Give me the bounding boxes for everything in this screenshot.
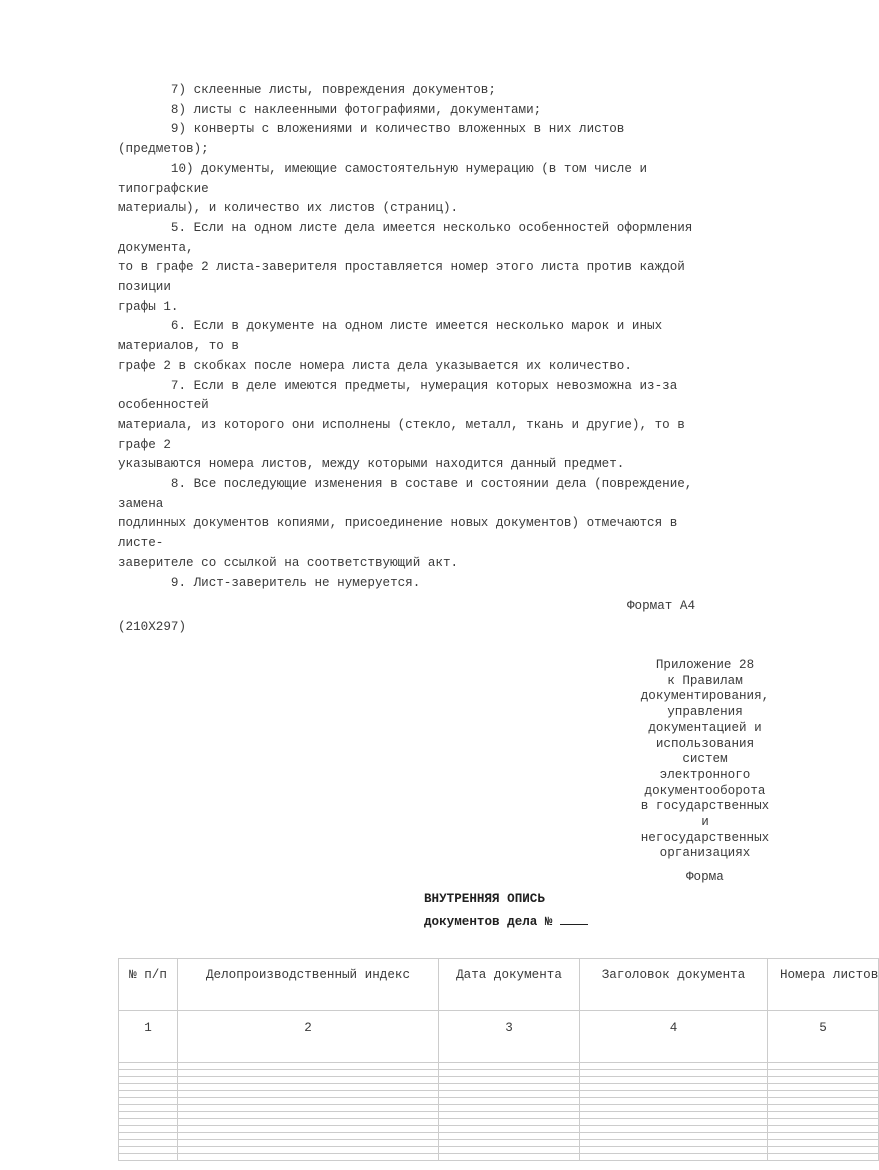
table-cell xyxy=(768,1133,879,1140)
table-cell xyxy=(439,1084,580,1091)
table-cell xyxy=(580,1063,768,1070)
form-label: Форма xyxy=(686,870,724,884)
table-cell xyxy=(178,1119,439,1126)
appendix-line: документооборота xyxy=(644,783,766,798)
table-cell xyxy=(768,1070,879,1077)
table-cell xyxy=(580,1091,768,1098)
table-cell xyxy=(580,1084,768,1091)
table-row xyxy=(119,1105,879,1112)
table-cell xyxy=(439,1126,580,1133)
table-cell xyxy=(439,1140,580,1147)
table-cell xyxy=(580,1140,768,1147)
table-cell xyxy=(178,1070,439,1077)
body-text-line: 9) конверты с вложениями и количество вложенных в них листов xyxy=(118,122,625,136)
table-cell xyxy=(119,1126,178,1133)
appendix-line: к Правилам xyxy=(667,673,743,688)
appendix-line: и xyxy=(701,815,709,830)
table-cell xyxy=(580,1077,768,1084)
table-row xyxy=(119,1077,879,1084)
table-cell xyxy=(580,1126,768,1133)
body-text-line: 6. Если в документе на одном листе имеется несколько марок и иных xyxy=(118,319,663,333)
header-cell-date: Дата документа xyxy=(439,959,580,1011)
table-cell xyxy=(119,1119,178,1126)
table-row xyxy=(119,1063,879,1070)
table-cell xyxy=(439,1070,580,1077)
table-row xyxy=(119,1070,879,1077)
body-text-line: указываются номера листов, между которыми находится данный предмет. xyxy=(118,457,625,471)
table-cell xyxy=(119,1147,178,1154)
format-label: Формат А4 xyxy=(627,599,696,613)
appendix-line: систем xyxy=(682,752,728,767)
body-text-line: 9. Лист-заверитель не нумеруется. xyxy=(118,576,421,590)
table-cell xyxy=(768,1154,879,1161)
table-cell xyxy=(178,1140,439,1147)
table-cell xyxy=(439,1063,580,1070)
column-number-cell: 1 xyxy=(119,1011,178,1063)
table-cell xyxy=(119,1154,178,1161)
table-cell xyxy=(580,1133,768,1140)
column-number-cell: 3 xyxy=(439,1011,580,1063)
table-cell xyxy=(768,1098,879,1105)
body-text-line: графы 1. xyxy=(118,300,179,314)
table-cell xyxy=(768,1140,879,1147)
body-text-line: замена xyxy=(118,497,164,511)
header-cell-sheets: Номера листов xyxy=(768,959,879,1011)
table-cell xyxy=(580,1112,768,1119)
table-cell xyxy=(119,1070,178,1077)
table-cell xyxy=(439,1133,580,1140)
appendix-line: использования xyxy=(655,736,755,751)
body-text-line: подлинных документов копиями, присоединение новых документов) отмечаются в xyxy=(118,516,678,530)
table-cell xyxy=(580,1154,768,1161)
body-text-line: документа, xyxy=(118,241,194,255)
body-text-line: заверителе со ссылкой на соответствующий акт. xyxy=(118,556,459,570)
inventory-table-wrapper xyxy=(118,958,879,1148)
table-cell xyxy=(580,1119,768,1126)
table-cell xyxy=(439,1077,580,1084)
table-cell xyxy=(119,1098,178,1105)
table-cell xyxy=(439,1119,580,1126)
table-cell xyxy=(119,1084,178,1091)
column-number-cell: 4 xyxy=(580,1011,768,1063)
table-cell xyxy=(580,1070,768,1077)
table-cell xyxy=(439,1112,580,1119)
table-cell xyxy=(178,1084,439,1091)
table-cell xyxy=(119,1063,178,1070)
table-cell xyxy=(178,1154,439,1161)
appendix-line: в государственных xyxy=(640,799,770,814)
table-cell xyxy=(178,1133,439,1140)
table-cell xyxy=(178,1126,439,1133)
table-cell xyxy=(768,1147,879,1154)
inventory-title: ВНУТРЕННЯЯ ОПИСЬ xyxy=(424,892,545,906)
inventory-subtitle xyxy=(424,913,588,929)
table-cell xyxy=(119,1112,178,1119)
table-cell xyxy=(768,1119,879,1126)
appendix-line: документацией и xyxy=(648,720,762,735)
table-row xyxy=(119,1091,879,1098)
body-text-line: то в графе 2 листа-заверителя проставляется номер этого листа против каждой xyxy=(118,260,685,274)
table-cell xyxy=(439,1154,580,1161)
header-cell-number: № п/п xyxy=(119,959,178,1011)
appendix-line: электронного xyxy=(659,767,751,782)
table-row xyxy=(119,1112,879,1119)
table-cell xyxy=(178,1077,439,1084)
body-text-line: материала, из которого они исполнены (стекло, металл, ткань и другие), то в xyxy=(118,418,685,432)
table-row xyxy=(119,1119,879,1126)
table-row xyxy=(119,1140,879,1147)
table-row xyxy=(119,1133,879,1140)
appendix-line: документирования, xyxy=(640,689,770,704)
appendix-line: управления xyxy=(667,705,743,720)
table-cell xyxy=(119,1105,178,1112)
header-cell-index: Делопроизводственный индекс xyxy=(178,959,439,1011)
table-cell xyxy=(439,1098,580,1105)
table-cell xyxy=(768,1112,879,1119)
column-number-row xyxy=(119,1011,879,1063)
table-cell xyxy=(178,1098,439,1105)
table-cell xyxy=(768,1091,879,1098)
table-cell xyxy=(178,1091,439,1098)
table-cell xyxy=(439,1105,580,1112)
column-number-cell: 5 xyxy=(768,1011,879,1063)
body-text-line: особенностей xyxy=(118,398,209,412)
table-cell xyxy=(119,1140,178,1147)
body-text-line: графе 2 xyxy=(118,438,171,452)
table-row xyxy=(119,1154,879,1161)
table-cell xyxy=(119,1077,178,1084)
table-cell xyxy=(178,1147,439,1154)
table-row xyxy=(119,1084,879,1091)
table-header-row xyxy=(119,959,879,1011)
table-cell xyxy=(768,1077,879,1084)
table-cell xyxy=(580,1147,768,1154)
body-text-line: листе- xyxy=(118,536,164,550)
table-cell xyxy=(580,1105,768,1112)
appendix-line: Приложение 28 xyxy=(655,658,755,672)
table-cell xyxy=(768,1126,879,1133)
body-text-line: типографские xyxy=(118,182,209,196)
body-text-line: позиции xyxy=(118,280,171,294)
table-row xyxy=(119,1098,879,1105)
appendix-line: негосударственных xyxy=(640,830,770,845)
table-row xyxy=(119,1126,879,1133)
appendix-line: организациях xyxy=(659,846,751,861)
column-number-cell: 2 xyxy=(178,1011,439,1063)
body-text-line: материалов, то в xyxy=(118,339,239,353)
body-text-line: 5. Если на одном листе дела имеется несколько особенностей оформления xyxy=(118,221,693,235)
table-cell xyxy=(178,1112,439,1119)
body-text-line: 10) документы, имеющие самостоятельную нумерацию (в том числе и xyxy=(118,162,648,176)
body-text-line: 8. Все последующие изменения в составе и состоянии дела (повреждение, xyxy=(118,477,693,491)
table-cell xyxy=(119,1091,178,1098)
body-text-line: материалы), и количество их листов (страниц). xyxy=(118,201,459,215)
inventory-table xyxy=(118,958,879,1161)
table-row xyxy=(119,1147,879,1154)
body-text-line: 8) листы с наклеенными фотографиями, документами; xyxy=(118,103,542,117)
body-text-line: 7) склеенные листы, повреждения документов; xyxy=(118,83,496,97)
table-cell xyxy=(439,1091,580,1098)
format-size: (210Х297) xyxy=(118,620,187,634)
body-text-line: графе 2 в скобках после номера листа дела указывается их количество. xyxy=(118,359,632,373)
header-cell-title: Заголовок документа xyxy=(580,959,768,1011)
inventory-subtitle-text: документов дела № xyxy=(424,915,553,929)
table-cell xyxy=(119,1133,178,1140)
body-text-line: 7. Если в деле имеются предметы, нумерация которых невозможна из-за xyxy=(118,379,678,393)
table-cell xyxy=(768,1063,879,1070)
body-text-line: (предметов); xyxy=(118,142,209,156)
case-number-blank xyxy=(560,913,588,925)
table-cell xyxy=(580,1098,768,1105)
table-cell xyxy=(439,1147,580,1154)
table-cell xyxy=(768,1084,879,1091)
table-cell xyxy=(178,1105,439,1112)
appendix-reference xyxy=(630,658,780,862)
table-cell xyxy=(178,1063,439,1070)
table-cell xyxy=(768,1105,879,1112)
